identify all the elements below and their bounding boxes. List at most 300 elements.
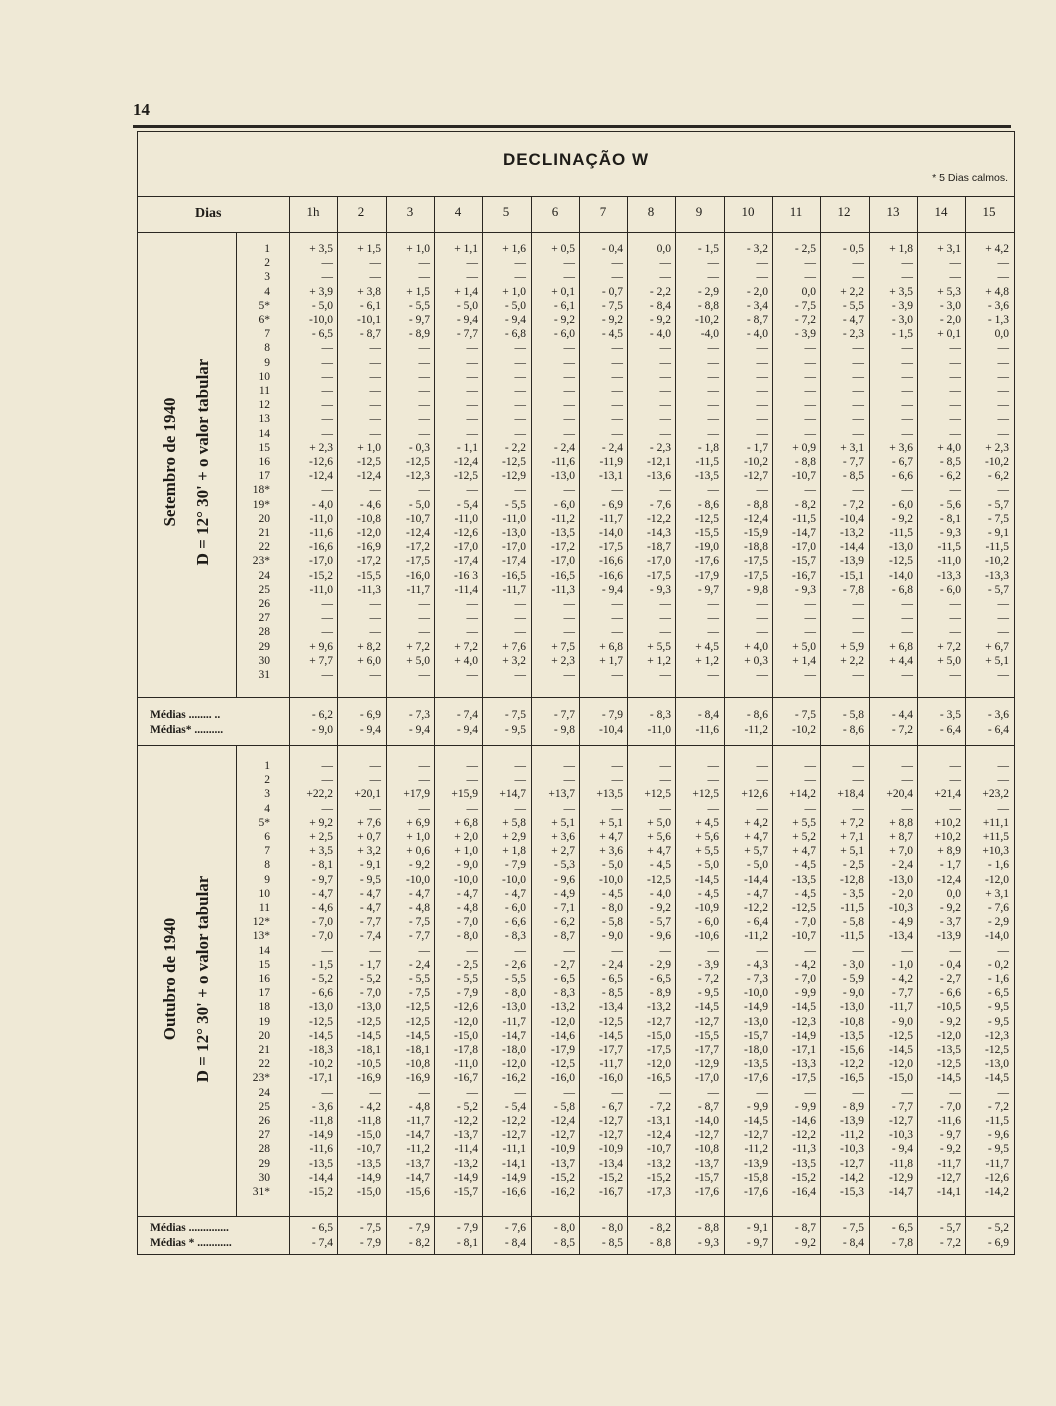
sept-cell: -10,1 <box>357 314 381 326</box>
sept-cell: — <box>852 257 864 270</box>
oct-cell: -14,5 <box>599 1029 623 1042</box>
oct-cell: - 7,1 <box>553 902 575 914</box>
sept-cell: + 7,6 <box>502 640 526 653</box>
oct-cell: — <box>901 802 913 815</box>
oct-cell: - 1,7 <box>359 958 381 971</box>
oct-cell: — <box>997 802 1009 815</box>
oct-medias-value: - 5,7 <box>939 1222 961 1234</box>
sept-cell: — <box>418 385 430 397</box>
sept-cell: — <box>514 413 526 426</box>
oct-cell: - 9,9 <box>794 987 816 1000</box>
sept-cell: - 1,5 <box>697 243 719 255</box>
oct-cell: - 2,4 <box>891 859 913 872</box>
oct-cell: +13,5 <box>596 788 623 801</box>
sept-cell: — <box>563 598 575 610</box>
sept-day-label: 22 <box>258 541 270 554</box>
oct-cell: + 6,8 <box>454 816 478 829</box>
sept-cell: — <box>901 484 913 497</box>
sept-medias-value: - 7,3 <box>408 709 430 721</box>
oct-cell: -12,7 <box>599 1115 623 1127</box>
sept-cell: -10,7 <box>406 512 430 525</box>
oct-cell: -11,6 <box>309 1143 333 1156</box>
sept-medias-calm-value: -11,2 <box>744 724 768 736</box>
sept-cell: -11,0 <box>937 555 961 568</box>
oct-cell: - 9,0 <box>842 987 864 1000</box>
sept-cell: - 1,3 <box>987 314 1009 326</box>
oct-cell: + 1,0 <box>454 845 478 858</box>
oct-cell: — <box>949 760 961 772</box>
oct-cell: - 2,5 <box>842 859 864 872</box>
oct-cell: -12,6 <box>985 1171 1009 1184</box>
sept-cell: + 1,0 <box>357 441 381 454</box>
oct-cell: -11,2 <box>840 1129 864 1142</box>
oct-cell: + 4,7 <box>647 845 671 858</box>
oct-cell: + 2,5 <box>309 831 333 843</box>
oct-cell: -15,5 <box>695 1029 719 1042</box>
oct-cell: - 5,0 <box>601 859 623 872</box>
oct-cell: -12,7 <box>889 1115 913 1127</box>
sept-cell: — <box>321 612 333 625</box>
oct-cell: + 5,6 <box>695 831 719 843</box>
oct-cell: -13,2 <box>647 1001 671 1014</box>
sept-cell: — <box>659 356 671 369</box>
sept-cell: - 1,7 <box>746 441 768 454</box>
oct-medias-value: - 5,2 <box>987 1222 1009 1234</box>
sept-cell: — <box>321 342 333 355</box>
oct-cell: -16,9 <box>406 1072 430 1085</box>
sept-cell: - 3,9 <box>794 328 816 341</box>
oct-cell: - 5,9 <box>842 973 864 985</box>
sept-cell: -11,3 <box>357 583 381 596</box>
sept-cell: — <box>852 370 864 383</box>
oct-cell: -14,2 <box>840 1171 864 1184</box>
oct-cell: - 4,9 <box>891 916 913 929</box>
oct-cell: -13,0 <box>502 1001 526 1014</box>
oct-day-label: 1 <box>264 760 270 772</box>
sept-day-label: 19* <box>252 498 270 511</box>
oct-cell: - 4,5 <box>601 887 623 900</box>
oct-cell: — <box>852 760 864 772</box>
sept-cell: — <box>804 399 816 412</box>
sept-cell: -16,6 <box>599 569 623 582</box>
oct-cell: - 0,4 <box>939 958 961 971</box>
sept-cell: — <box>901 427 913 440</box>
sept-cell: + 1,2 <box>647 654 671 667</box>
oct-cell: - 7,0 <box>359 987 381 1000</box>
sept-cell: — <box>949 257 961 270</box>
oct-cell: - 4,5 <box>697 887 719 900</box>
oct-cell: -10,7 <box>357 1143 381 1156</box>
sept-cell: — <box>901 370 913 383</box>
sept-cell: -12,5 <box>695 512 719 525</box>
sept-cell: - 5,0 <box>456 299 478 312</box>
sept-cell: + 4,5 <box>695 640 719 653</box>
sept-cell: -16,6 <box>309 541 333 554</box>
oct-cell: -18,1 <box>406 1044 430 1056</box>
oct-medias-calm-value: - 8,2 <box>408 1237 430 1249</box>
oct-cell: +17,9 <box>403 788 430 801</box>
sept-cell: -12,5 <box>406 456 430 468</box>
sept-cell: - 7,2 <box>842 498 864 511</box>
sept-cell: — <box>466 484 478 497</box>
oct-cell: - 6,5 <box>553 973 575 985</box>
sept-day-label: 26 <box>258 598 270 610</box>
oct-cell: -18,0 <box>502 1044 526 1056</box>
sept-cell: — <box>611 669 623 681</box>
oct-cell: -12,9 <box>889 1171 913 1184</box>
header-dias: Dias <box>195 206 222 221</box>
sept-cell: - 9,2 <box>649 314 671 326</box>
oct-cell: - 5,5 <box>456 973 478 985</box>
oct-cell: - 3,5 <box>842 887 864 900</box>
sept-day-label: 17 <box>258 470 270 483</box>
sept-cell: — <box>369 626 381 639</box>
sept-cell: — <box>659 342 671 355</box>
oct-cell: + 6,9 <box>406 816 430 829</box>
sept-cell: + 3,8 <box>357 285 381 298</box>
oct-cell: -12,5 <box>985 1044 1009 1056</box>
oct-cell: - 4,2 <box>359 1100 381 1113</box>
oct-cell: — <box>756 1086 768 1099</box>
oct-cell: — <box>321 760 333 772</box>
sept-cell: — <box>611 385 623 397</box>
sept-cell: - 2,4 <box>553 441 575 454</box>
sept-cell: + 1,0 <box>502 285 526 298</box>
sept-cell: + 7,2 <box>937 640 961 653</box>
sept-cell: — <box>466 669 478 681</box>
sept-cell: — <box>949 669 961 681</box>
sept-cell: — <box>997 257 1009 270</box>
oct-cell: — <box>756 774 768 787</box>
oct-cell: -10,0 <box>406 873 430 886</box>
sept-cell: - 5,4 <box>456 498 478 511</box>
oct-medias-calm-value: - 8,1 <box>456 1237 478 1249</box>
oct-cell: -13,5 <box>937 1044 961 1056</box>
sept-cell: -11,3 <box>551 583 575 596</box>
oct-cell: - 7,7 <box>359 916 381 929</box>
sept-cell: + 3,1 <box>937 243 961 255</box>
sept-cell: + 5,9 <box>840 640 864 653</box>
sept-cell: -16,5 <box>551 569 575 582</box>
oct-medias-calm-value: - 7,9 <box>359 1237 381 1249</box>
oct-cell: -12,2 <box>502 1115 526 1127</box>
oct-medias-value: - 7,5 <box>359 1222 381 1234</box>
oct-medias-value: - 7,6 <box>504 1222 526 1234</box>
sept-cell: — <box>611 626 623 639</box>
oct-cell: - 4,7 <box>504 887 526 900</box>
sept-cell: — <box>707 484 719 497</box>
sept-medias-value: - 6,9 <box>359 709 381 721</box>
oct-medias-calm-value: - 6,9 <box>987 1237 1009 1249</box>
oct-cell: +20,4 <box>886 788 913 801</box>
oct-day-label: 13* <box>252 930 270 943</box>
header-top-rule <box>137 196 1015 197</box>
sept-cell: - 9,3 <box>939 527 961 539</box>
oct-medias-calm-value: - 9,2 <box>794 1237 816 1249</box>
sept-cell: — <box>514 669 526 681</box>
sept-cell: — <box>514 427 526 440</box>
sept-cell: - 5,5 <box>842 299 864 312</box>
sept-cell: + 1,7 <box>599 654 623 667</box>
oct-cell: -17,0 <box>695 1072 719 1085</box>
sept-side-title: Setembro de 1940 <box>160 397 179 527</box>
oct-cell: - 6,0 <box>697 916 719 929</box>
oct-cell: — <box>418 802 430 815</box>
oct-cell: -13,5 <box>357 1157 381 1170</box>
oct-cell: -14,5 <box>357 1029 381 1042</box>
sept-cell: — <box>418 356 430 369</box>
oct-day-label: 10 <box>258 887 270 900</box>
sept-day-label: 2 <box>264 257 270 270</box>
oct-cell: — <box>321 774 333 787</box>
oct-cell: -14,5 <box>744 1115 768 1127</box>
sept-cell: -13,5 <box>695 470 719 483</box>
sept-cell: — <box>611 342 623 355</box>
sept-cell: + 1,2 <box>695 654 719 667</box>
oct-cell: -14,5 <box>309 1029 333 1042</box>
oct-cell: - 0,2 <box>987 958 1009 971</box>
sept-cell: - 6,0 <box>553 498 575 511</box>
sept-cell: -11,0 <box>502 512 526 525</box>
sept-cell: — <box>563 427 575 440</box>
sept-cell: - 2,3 <box>842 328 864 341</box>
sept-cell: + 5,5 <box>647 640 671 653</box>
oct-cell: -18,0 <box>744 1044 768 1056</box>
oct-cell: — <box>611 774 623 787</box>
oct-cell: - 9,2 <box>649 902 671 914</box>
oct-cell: +22,2 <box>306 788 333 801</box>
sept-day-label: 24 <box>258 569 270 582</box>
sept-medias-value: - 8,3 <box>649 709 671 721</box>
oct-cell: -13,5 <box>840 1029 864 1042</box>
sept-cell: -10,4 <box>840 512 864 525</box>
oct-cell: — <box>707 774 719 787</box>
oct-cell: — <box>852 774 864 787</box>
oct-cell: -13,0 <box>309 1001 333 1014</box>
oct-cell: - 7,0 <box>311 930 333 943</box>
sept-cell: -11,5 <box>937 541 961 554</box>
oct-cell: -15,2 <box>647 1171 671 1184</box>
oct-cell: - 4,7 <box>359 902 381 914</box>
sept-cell: — <box>707 342 719 355</box>
sept-cell: — <box>901 342 913 355</box>
oct-cell: + 5,7 <box>744 845 768 858</box>
sept-cell: -15,5 <box>357 569 381 582</box>
sept-cell: -13,0 <box>551 470 575 483</box>
sept-cell: -12,0 <box>357 527 381 539</box>
sept-cell: - 9,4 <box>456 314 478 326</box>
sept-cell: — <box>949 342 961 355</box>
oct-day-label: 11 <box>258 902 270 914</box>
oct-day-label: 17 <box>258 987 270 1000</box>
oct-cell: -14,7 <box>406 1129 430 1142</box>
sept-cell: -15,1 <box>840 569 864 582</box>
oct-cell: - 2,5 <box>456 958 478 971</box>
oct-cell: -10,5 <box>937 1001 961 1014</box>
oct-cell: — <box>756 802 768 815</box>
sept-medias-calm-value: - 9,4 <box>456 724 478 736</box>
sept-cell: -12,4 <box>744 512 768 525</box>
oct-cell: — <box>804 944 816 957</box>
oct-cell: — <box>901 760 913 772</box>
sept-cell: — <box>418 598 430 610</box>
oct-cell: -14,1 <box>502 1157 526 1170</box>
sept-cell: - 5,0 <box>408 498 430 511</box>
oct-cell: - 5,5 <box>408 973 430 985</box>
oct-cell: - 3,0 <box>842 958 864 971</box>
oct-cell: + 4,7 <box>744 831 768 843</box>
sept-cell: — <box>804 271 816 284</box>
oct-medias-calm-value: - 7,2 <box>939 1237 961 1249</box>
sept-cell: — <box>949 413 961 426</box>
oct-cell: + 7,2 <box>840 816 864 829</box>
sept-cell: — <box>563 370 575 383</box>
oct-cell: + 3,1 <box>985 887 1009 900</box>
sept-cell: — <box>756 427 768 440</box>
oct-cell: — <box>563 760 575 772</box>
sept-cell: - 2,0 <box>939 314 961 326</box>
sept-cell: - 3,9 <box>891 299 913 312</box>
sept-cell: - 1,8 <box>697 441 719 454</box>
sept-cell: - 7,5 <box>794 299 816 312</box>
sept-cell: + 5,0 <box>792 640 816 653</box>
oct-cell: - 7,9 <box>504 859 526 872</box>
oct-cell: - 7,0 <box>794 916 816 929</box>
sept-cell: — <box>611 427 623 440</box>
oct-cell: — <box>418 760 430 772</box>
oct-cell: -13,7 <box>551 1157 575 1170</box>
sept-cell: — <box>659 427 671 440</box>
sept-cell: + 7,2 <box>406 640 430 653</box>
sept-cell: - 6,5 <box>311 328 333 341</box>
sept-cell: — <box>852 598 864 610</box>
sept-cell: — <box>852 669 864 681</box>
sept-cell: -12,1 <box>647 456 671 468</box>
sept-cell: - 5,7 <box>987 498 1009 511</box>
oct-cell: - 9,2 <box>408 859 430 872</box>
oct-cell: - 8,5 <box>601 987 623 1000</box>
sept-cell: -13,5 <box>551 527 575 539</box>
sept-cell: — <box>901 626 913 639</box>
oct-cell: - 2,9 <box>649 958 671 971</box>
sept-cell: -13,2 <box>840 527 864 539</box>
sept-cell: — <box>707 257 719 270</box>
sept-cell: -15,5 <box>695 527 719 539</box>
oct-cell: +20,1 <box>354 788 381 801</box>
sept-cell: — <box>901 399 913 412</box>
sept-cell: — <box>756 385 768 397</box>
sept-cell: — <box>418 669 430 681</box>
sept-cell: + 4,4 <box>889 654 913 667</box>
oct-cell: - 7,0 <box>794 973 816 985</box>
sept-medias-calm-value: - 6,4 <box>939 724 961 736</box>
oct-cell: - 1,6 <box>987 973 1009 985</box>
oct-cell: - 6,5 <box>987 987 1009 1000</box>
oct-cell: -13,4 <box>599 1001 623 1014</box>
sept-cell: — <box>756 257 768 270</box>
oct-cell: -14,5 <box>985 1072 1009 1085</box>
oct-cell: -15,8 <box>744 1171 768 1184</box>
oct-medias-value: - 7,9 <box>456 1222 478 1234</box>
oct-cell: -14,4 <box>309 1171 333 1184</box>
oct-cell: -12,0 <box>985 873 1009 886</box>
oct-cell: + 7,0 <box>889 845 913 858</box>
sept-cell: - 7,8 <box>842 583 864 596</box>
sept-cell: — <box>707 399 719 412</box>
sept-cell: + 5,0 <box>937 654 961 667</box>
sept-cell: — <box>659 598 671 610</box>
oct-cell: -10,7 <box>647 1143 671 1156</box>
oct-cell: -16,0 <box>599 1072 623 1085</box>
oct-cell: - 4,0 <box>649 887 671 900</box>
oct-cell: -10,8 <box>840 1015 864 1028</box>
oct-cell: + 2,7 <box>551 845 575 858</box>
sept-day-label: 3 <box>264 271 270 284</box>
sept-cell: — <box>563 257 575 270</box>
header-hour-4: 4 <box>454 204 462 219</box>
oct-cell: -14,2 <box>985 1186 1009 1198</box>
oct-cell: - 5,8 <box>842 916 864 929</box>
oct-cell: + 2,9 <box>502 831 526 843</box>
oct-cell: -12,2 <box>454 1115 478 1127</box>
oct-medias-value: - 8,2 <box>649 1222 671 1234</box>
sept-cell: + 0,9 <box>792 441 816 454</box>
oct-cell: -16,0 <box>551 1072 575 1085</box>
oct-cell: -12,7 <box>551 1129 575 1142</box>
oct-cell: - 4,6 <box>311 902 333 914</box>
sept-cell: - 9,7 <box>697 583 719 596</box>
oct-cell: -14,9 <box>502 1171 526 1184</box>
sept-cell: — <box>949 370 961 383</box>
oct-cell: - 9,6 <box>553 873 575 886</box>
oct-cell: - 3,6 <box>311 1100 333 1113</box>
oct-cell: — <box>563 802 575 815</box>
oct-cell: + 8,8 <box>889 816 913 829</box>
sept-cell: -12,6 <box>309 456 333 468</box>
sept-cell: + 1,0 <box>406 243 430 255</box>
oct-cell: -12,5 <box>889 1029 913 1042</box>
oct-cell: - 6,6 <box>504 916 526 929</box>
sept-cell: -15,2 <box>309 569 333 582</box>
sept-cell: -12,4 <box>406 527 430 539</box>
oct-cell: -12,7 <box>695 1015 719 1028</box>
oct-cell: -16,4 <box>792 1186 816 1198</box>
sept-cell: -18,7 <box>647 541 671 554</box>
sept-cell: — <box>997 342 1009 355</box>
oct-cell: -12,0 <box>502 1058 526 1071</box>
oct-cell: + 4,7 <box>599 831 623 843</box>
oct-cell: — <box>659 944 671 957</box>
sept-medias-calm-value: - 9,4 <box>408 724 430 736</box>
sept-medias-label: Médias ........ .. <box>150 709 221 721</box>
oct-day-label: 18 <box>258 1001 270 1014</box>
oct-cell: -11,7 <box>985 1157 1009 1170</box>
oct-cell: -13,4 <box>599 1157 623 1170</box>
header-hour-6: 6 <box>551 204 559 219</box>
oct-cell: - 6,6 <box>311 987 333 1000</box>
oct-cell: -12,7 <box>647 1015 671 1028</box>
oct-cell: -12,0 <box>937 1029 961 1042</box>
sept-cell: -13,3 <box>937 569 961 582</box>
sept-cell: -15,9 <box>744 527 768 539</box>
oct-day-label: 14 <box>258 944 270 957</box>
sept-cell: + 1,5 <box>406 285 430 298</box>
sept-cell: -14,7 <box>792 527 816 539</box>
oct-cell: -10,9 <box>599 1143 623 1156</box>
sept-cell: — <box>369 612 381 625</box>
sept-cell: — <box>321 413 333 426</box>
oct-cell: - 2,4 <box>408 958 430 971</box>
